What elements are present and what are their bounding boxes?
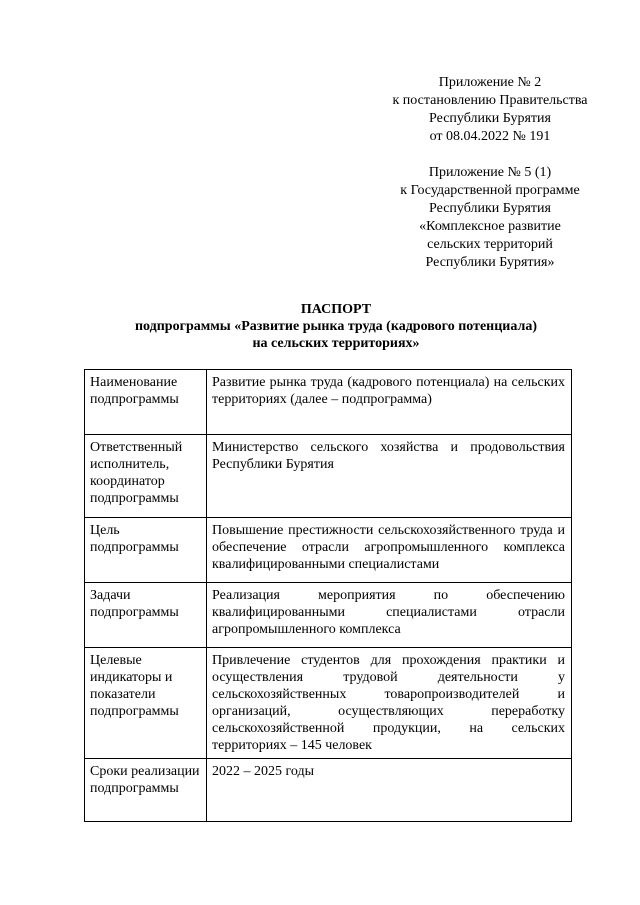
row-label: Сроки реализации подпрограммы — [85, 759, 207, 822]
table-row — [85, 648, 572, 759]
passport-table — [84, 369, 572, 822]
appendix-5-line: Приложение № 5 (1) — [428, 165, 552, 180]
appendix-2-line: к постановлению Правительства — [392, 93, 588, 108]
title-line: ПАСПОРТ — [300, 302, 372, 317]
row-value: Реализация мероприятия по обеспечению квалифицированными специалистами отрасли агропромышленного комплекса — [207, 583, 572, 648]
appendix-5-line: Республики Бурятия» — [425, 255, 555, 270]
table-row — [85, 583, 572, 648]
table-row — [85, 518, 572, 583]
spacer — [340, 146, 640, 164]
appendix-2-line: от 08.04.2022 № 191 — [429, 129, 551, 144]
appendix-5-line: Республики Бурятия — [429, 201, 551, 216]
table-row — [85, 435, 572, 518]
appendix-2-line: Приложение № 2 — [438, 75, 542, 90]
row-value: 2022 – 2025 годы — [207, 759, 572, 822]
appendix-block — [340, 74, 640, 272]
title-line: на сельских территориях» — [252, 336, 420, 351]
row-value: Министерство сельского хозяйства и продовольствия Республики Бурятия — [207, 435, 572, 518]
table-row — [85, 759, 572, 822]
table-row — [85, 370, 572, 435]
appendix-2-line: Республики Бурятия — [429, 111, 551, 126]
row-label: Наименование подпрограммы — [85, 370, 207, 435]
row-value: Развитие рынка труда (кадрового потенциала) на сельских территориях (далее – подпрограмма) — [207, 370, 572, 435]
row-label: Задачи подпрограммы — [85, 583, 207, 648]
row-label: Цель подпрограммы — [85, 518, 207, 583]
appendix-5-line: к Государственной программе — [400, 183, 580, 198]
row-value: Привлечение студентов для прохождения практики и осуществления трудовой деятельности у сельскохозяйственных товаропроизводителей и организаций, осуществляющих переработку сельскохозяйственной продукции, на сельских территориях – 145 человек — [207, 648, 572, 759]
appendix-5-line: «Комплексное развитие — [419, 219, 561, 234]
row-label: Целевые индикаторы и показатели подпрограммы — [85, 648, 207, 759]
title-line: подпрограммы «Развитие рынка труда (кадрового потенциала) — [134, 319, 537, 334]
document-title — [0, 301, 640, 352]
appendix-5-line: сельских территорий — [427, 237, 553, 252]
row-value: Повышение престижности сельскохозяйственного труда и обеспечение отрасли агропромышленного комплекса квалифицированными специалистами — [207, 518, 572, 583]
row-label: Ответственный исполнитель, координатор подпрограммы — [85, 435, 207, 518]
